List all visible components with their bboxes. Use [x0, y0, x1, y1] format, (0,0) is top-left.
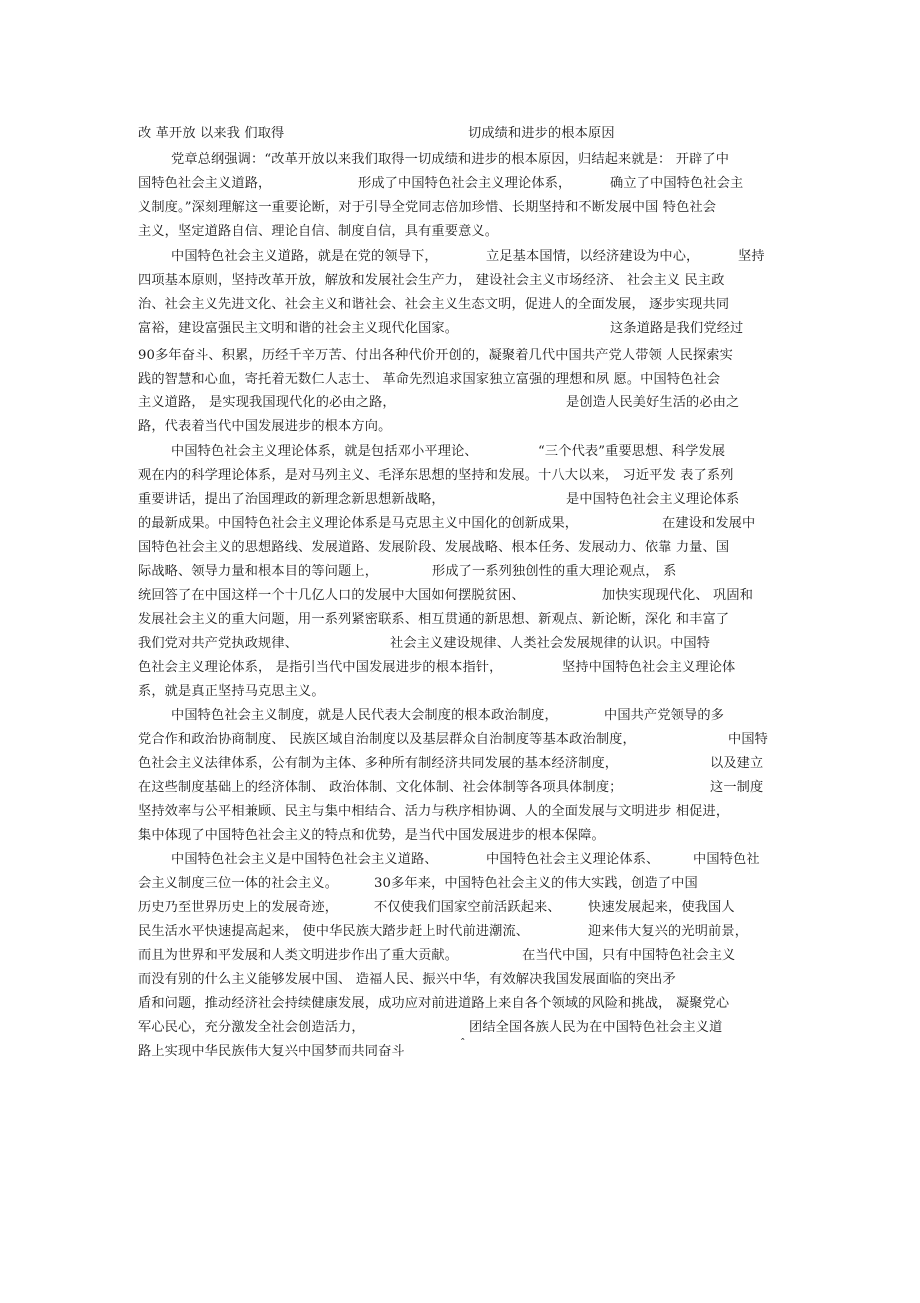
text-segment: 集中体现了中国特色社会主义的特点和优势，是当代中国发展进步的根本保障。 [138, 828, 605, 843]
text-segment: 在当代中国，只有中国特色社会主义 [522, 948, 736, 963]
text-segment: 团结全国各族人民为在中国特色社会主义道 [469, 1020, 723, 1035]
text-segment: 践的智慧和心血，寄托着无数仁人志士、 革命先烈追求国家独立富强的理想和夙 愿。中国特色社会 [138, 372, 721, 387]
text-segment: 系，就是真正坚持马克思主义。 [138, 684, 325, 699]
text-segment: 党合作和政治协商制度、 民族区域自治制度以及基层群众自治制度等基本政治制度， [138, 732, 636, 747]
text-segment: 主义道路， 是实现我国现代化的必由之路， [138, 395, 396, 410]
text-segment: 国特色社会主义道路， [138, 176, 272, 191]
text-segment: 的最新成果。中国特色社会主义理论体系是马克思主义中国化的创新成果， [138, 516, 579, 531]
text-segment: 形成了中国特色社会主义理论体系， [358, 176, 572, 191]
text-segment: 义制度。”深刻理解这一重要论断，对于引导全党同志倍加珍惜、长期坚持和不断发展中国 特色社会 [138, 200, 717, 215]
text-segment: 主义，坚定道路自信、理论自信、制度自信，具有重要意义。 [138, 224, 499, 239]
text-segment: 中国特色社 [693, 852, 760, 867]
text-segment: 中国特 [728, 732, 769, 747]
text-segment: 30多年来，中国特色社会主义的伟大实践，创造了中国 [374, 876, 698, 891]
text-segment: 路，代表着当代中国发展进步的根本方向。 [138, 419, 392, 434]
text-segment: 色社会主义理论体系， 是指引当代中国发展进步的根本指针， [138, 660, 503, 675]
text-segment: 加快实现现代化、 巩固和 [602, 588, 754, 603]
text-segment: 观在内的科学理论体系，是对马列主义、毛泽东思想的坚持和发展。十八大以来， 习近平发 表了系列 [138, 468, 734, 483]
text-segment: 四项基本原则，坚持改革开放，解放和发展社会生产力， 建设社会主义市场经济、 社会主义 民主政 [138, 273, 725, 288]
text-segment: 盾和问题，推动经济社会持续健康发展，成功应对前进道路上来自各个领域的风险和挑战， 凝聚党心 [138, 996, 730, 1011]
text-segment: 我们党对共产党执政规律、 [138, 636, 299, 651]
text-segment: 迎来伟大复兴的光明前景， [588, 924, 749, 939]
text-segment: 立足基本国情，以经济建设为中心， [486, 249, 700, 264]
text-segment: 坚持 [738, 249, 765, 264]
text-segment: 中国特色社会主义理论体系、 [486, 852, 660, 867]
text-segment: 形成了一系列独创性的重大理论观点， 系 [432, 564, 677, 579]
text-segment: 快速发展起来，使我国人 [588, 900, 735, 915]
text-segment: 中国共产党领导的多 [604, 708, 725, 723]
text-segment: 路上实现中华民族伟大复兴中国梦而共同奋斗 [138, 1044, 405, 1059]
text-segment: 发展社会主义的重大问题，用一系列紧密联系、相互贯通的新思想、新观点、新论断，深化 和丰富了 [138, 612, 730, 627]
title-part-2: 切成绩和进步的根本原因 [468, 126, 615, 141]
text-segment: 90多年奋斗、积累，历经千辛万苦、付出各种代价开创的，凝聚着几代中国共产党人带领 人民探索实 [138, 348, 733, 363]
text-segment: 是中国特色社会主义理论体系 [566, 492, 740, 507]
text-segment: 重要讲话，提出了治国理政的新理念新思想新战略， [138, 492, 445, 507]
text-segment: 色社会主义法律体系，公有制为主体、多种所有制经济共同发展的基本经济制度， [138, 756, 619, 771]
text-segment: 而没有别的什么主义能够发展中国、 造福人民、振兴中华，有效解决我国发展面临的突出矛 [138, 972, 676, 987]
text-segment: 确立了中国特色社会主 [610, 176, 744, 191]
text-segment: 中国特色社会主义是中国特色社会主义道路、 [171, 852, 438, 867]
text-segment: 历史乃至世界历史上的发展奇迹， [138, 900, 339, 915]
text-segment: 治、社会主义先进文化、社会主义和谐社会、社会主义生态文明，促进人的全面发展， 逐步实现共同 [138, 297, 730, 312]
text-segment: 以及建立 [710, 756, 764, 771]
text-segment: 而且为世界和平发展和人类文明进步作出了重大贡献。 [138, 948, 459, 963]
text-segment: 中国特色社会主义制度，就是人民代表大会制度的根本政治制度， [171, 708, 558, 723]
text-segment: 统回答了在中国这样一个十几亿人口的发展中大国如何摆脱贫困、 [138, 588, 525, 603]
text-segment: 际战略、领导力量和根本目的等问题上， [138, 564, 379, 579]
text-segment: 在建设和发展中 [662, 516, 756, 531]
text-segment: 军心民心，充分激发全社会创造活力， [138, 1020, 365, 1035]
text-segment: 不仅使我们国家空前活跃起来、 [374, 900, 561, 915]
text-segment: 中国特色社会主义道路，就是在党的领导下， [171, 249, 438, 264]
text-segment: 这一制度 [710, 780, 764, 795]
text-segment: 富裕，建设富强民主文明和谐的社会主义现代化国家。 [138, 321, 459, 336]
text-segment: 在这些制度基础上的经济体制、 政治体制、文化体制、社会体制等各项具体制度； [138, 780, 623, 795]
text-segment: 是创造人民美好生活的必由之 [566, 395, 740, 410]
text-segment: 会主义制度三位一体的社会主义。 [138, 876, 339, 891]
text-segment: 坚持中国特色社会主义理论体 [562, 660, 736, 675]
caret-mark: ˆ [460, 1037, 466, 1050]
text-segment: 这条道路是我们党经过 [610, 321, 744, 336]
title-part-1: 改 革开放 以来我 们取得 [138, 126, 285, 141]
text-segment: 国特色社会主义的思想路线、发展道路、发展阶段、发展战略、根本任务、发展动力、依靠 力量、国 [138, 540, 730, 555]
text-segment: “三个代表”重要思想、科学发展 [538, 444, 726, 459]
text-segment: 社会主义建设规律、人类社会发展规律的认识。中国特 [390, 636, 711, 651]
text-segment: 中国特色社会主义理论体系，就是包括邓小平理论、 [171, 444, 478, 459]
text-segment: 党章总纲强调：“改革开放以来我们取得一切成绩和进步的根本原因，归结起来就是： 开辟了中 [171, 152, 730, 167]
text-segment: 坚持效率与公平相兼顾、民主与集中相结合、活力与秩序相协调、人的全面发展与文明进步 相促进， [138, 804, 730, 819]
text-segment: 民生活水平快速提高起来， 使中华民族大踏步赶上时代前进潮流、 [138, 924, 530, 939]
